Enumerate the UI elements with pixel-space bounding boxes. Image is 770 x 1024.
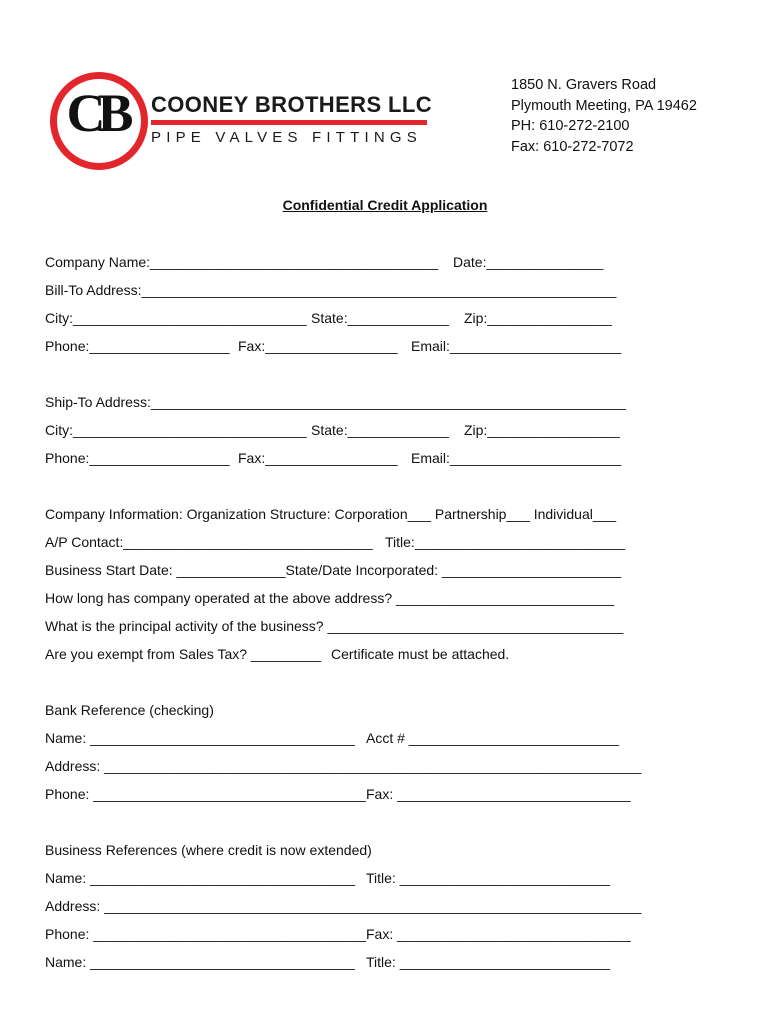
bill-phone-field[interactable]: Phone:__________________ — [45, 338, 230, 354]
ship-phone-field[interactable]: Phone:__________________ — [45, 450, 230, 466]
company-logo — [50, 72, 440, 172]
bank-account-field[interactable]: Acct # ___________________________ — [366, 730, 620, 746]
logo-tagline: PIPE VALVES FITTINGS — [151, 129, 422, 146]
company-name-field[interactable]: Company Name:_____________________________________ — [45, 254, 439, 270]
bill-city-field[interactable]: City:______________________________ — [45, 310, 307, 326]
sales-tax-exempt-field[interactable]: Are you exempt from Sales Tax? _________ — [45, 646, 322, 662]
address-city: Plymouth Meeting, PA 19462 — [511, 97, 697, 114]
address-fax: Fax: 610-272-7072 — [511, 138, 634, 155]
address-street: 1850 N. Gravers Road — [511, 77, 657, 93]
logo-company-name: COONEY BROTHERS LLC — [151, 92, 432, 117]
operating-duration-field[interactable]: How long has company operated at the above address? ____________________________ — [45, 590, 615, 606]
ship-email-field[interactable]: Email:______________________ — [411, 450, 622, 466]
date-field[interactable]: Date:_______________ — [453, 254, 604, 270]
business-ref1-title-field[interactable]: Title: ___________________________ — [366, 870, 610, 886]
certificate-note: Certificate must be attached. — [331, 646, 510, 662]
business-references-heading: Business References (where credit is now extended) — [45, 842, 372, 858]
bill-state-field[interactable]: State:_____________ — [311, 310, 449, 326]
ship-city-field[interactable]: City:______________________________ — [45, 422, 307, 438]
ap-title-field[interactable]: Title:___________________________ — [385, 534, 626, 550]
bank-address-field[interactable]: Address: _____________________________________________________________________ — [45, 758, 642, 774]
business-ref1-phone-field[interactable]: Phone: ___________________________________ — [45, 926, 366, 942]
bill-zip-field[interactable]: Zip:________________ — [464, 310, 612, 326]
bank-phone-field[interactable]: Phone: ___________________________________ — [45, 786, 366, 802]
document-title: Confidential Credit Application — [282, 197, 488, 213]
bill-email-field[interactable]: Email:______________________ — [411, 338, 622, 354]
business-ref1-name-field[interactable]: Name: __________________________________ — [45, 870, 355, 886]
bill-fax-field[interactable]: Fax:_________________ — [238, 338, 398, 354]
logo-red-divider — [151, 120, 427, 125]
bill-to-address-field[interactable]: Bill-To Address:_____________________________________________________________ — [45, 282, 617, 298]
principal-activity-field[interactable]: What is the principal activity of the business? ______________________________________ — [45, 618, 624, 634]
ap-contact-field[interactable]: A/P Contact:________________________________ — [45, 534, 373, 550]
logo-monogram: CB — [66, 83, 126, 143]
bank-reference-heading: Bank Reference (checking) — [45, 702, 214, 718]
ship-to-address-field[interactable]: Ship-To Address:_____________________________________________________________ — [45, 394, 626, 410]
bank-name-field[interactable]: Name: __________________________________ — [45, 730, 355, 746]
business-ref2-title-field[interactable]: Title: ___________________________ — [366, 954, 610, 970]
business-ref1-address-field[interactable]: Address: _____________________________________________________________________ — [45, 898, 642, 914]
address-phone: PH: 610-272-2100 — [511, 118, 630, 134]
ship-state-field[interactable]: State:_____________ — [311, 422, 449, 438]
business-ref2-name-field[interactable]: Name: __________________________________ — [45, 954, 355, 970]
ship-zip-field[interactable]: Zip:_________________ — [464, 422, 620, 438]
business-start-date-field[interactable]: Business Start Date: ______________State/Date Incorporated: _______________________ — [45, 562, 622, 578]
company-address-block — [511, 75, 697, 157]
bank-fax-field[interactable]: Fax: ______________________________ — [366, 786, 631, 802]
ship-fax-field[interactable]: Fax:_________________ — [238, 450, 398, 466]
organization-structure-field[interactable]: Company Information: Organization Structure: Corporation___ Partnership___ Individual___ — [45, 506, 617, 522]
business-ref1-fax-field[interactable]: Fax: ______________________________ — [366, 926, 631, 942]
